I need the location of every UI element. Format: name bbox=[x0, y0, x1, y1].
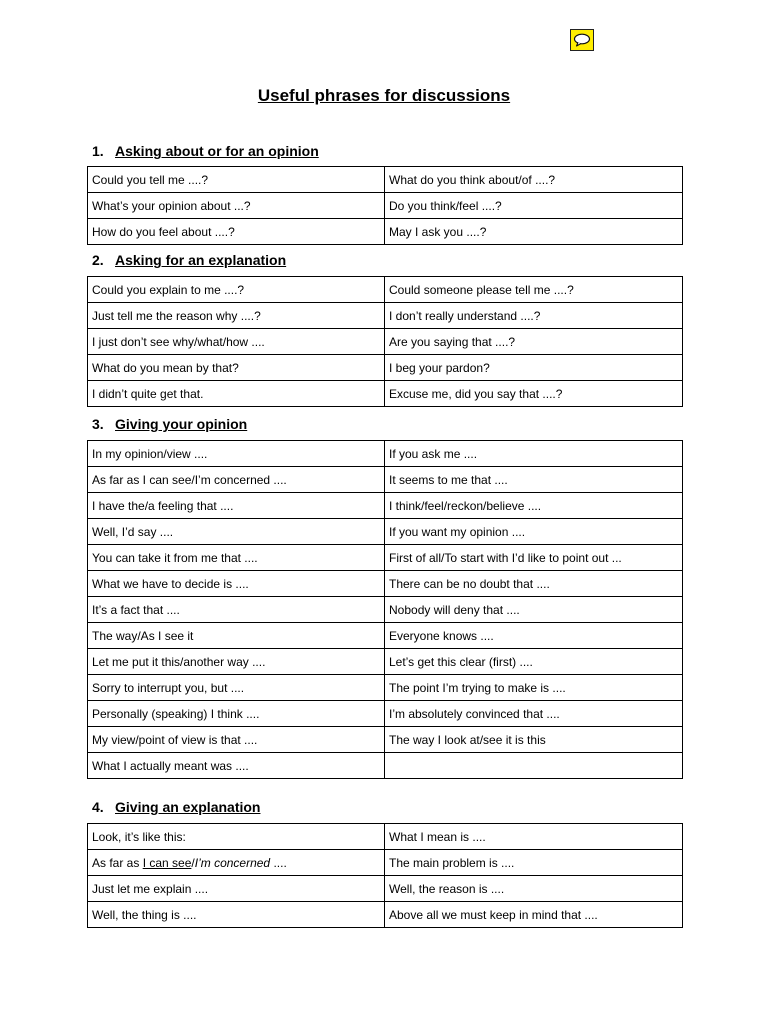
section-title: Asking for an explanation bbox=[115, 252, 287, 268]
phrase-cell: I don’t really understand ....? bbox=[385, 303, 683, 329]
table-row bbox=[88, 355, 683, 381]
phrase-cell: As far as I can see/I’m concerned .... bbox=[88, 467, 385, 493]
phrase-cell: What we have to decide is .... bbox=[88, 571, 385, 597]
phrase-cell: Do you think/feel ....? bbox=[385, 193, 683, 219]
phrase-cell: How do you feel about ....? bbox=[88, 219, 385, 245]
section-title: Giving an explanation bbox=[115, 799, 261, 815]
table-row bbox=[88, 571, 683, 597]
phrase-cell: Could someone please tell me ....? bbox=[385, 277, 683, 303]
page-title: Useful phrases for discussions bbox=[257, 86, 511, 105]
phrase-cell: Above all we must keep in mind that .... bbox=[385, 902, 683, 928]
phrase-cell: Well, the reason is .... bbox=[385, 876, 683, 902]
phrase-cell: What I actually meant was .... bbox=[88, 753, 385, 779]
phrase-cell: I think/feel/reckon/believe .... bbox=[385, 493, 683, 519]
phrase-cell: Nobody will deny that .... bbox=[385, 597, 683, 623]
table-row bbox=[88, 623, 683, 649]
section-heading-giving-opinion bbox=[92, 416, 247, 432]
phrase-cell bbox=[88, 850, 385, 876]
table-row bbox=[88, 467, 683, 493]
phrase-cell: The way I look at/see it is this bbox=[385, 727, 683, 753]
phrase-cell: Let’s get this clear (first) .... bbox=[385, 649, 683, 675]
phrase-segment: / bbox=[191, 855, 195, 870]
table-row bbox=[88, 753, 683, 779]
section-title: Giving your opinion bbox=[115, 416, 248, 432]
section-heading-asking-opinion bbox=[92, 143, 319, 159]
phrase-cell: I just don’t see why/what/how .... bbox=[88, 329, 385, 355]
comment-icon[interactable] bbox=[570, 29, 594, 51]
section-heading-asking-explanation bbox=[92, 252, 286, 268]
phrase-cell: It’s a fact that .... bbox=[88, 597, 385, 623]
table-row bbox=[88, 824, 683, 850]
phrase-cell: I have the/a feeling that .... bbox=[88, 493, 385, 519]
phrase-table-asking-opinion bbox=[87, 166, 683, 245]
phrase-segment: I’m concerned bbox=[194, 855, 271, 870]
phrase-cell: I’m absolutely convinced that .... bbox=[385, 701, 683, 727]
phrase-table-giving-explanation bbox=[87, 823, 683, 928]
phrase-cell bbox=[385, 753, 683, 779]
phrase-cell: My view/point of view is that .... bbox=[88, 727, 385, 753]
phrase-segment: I can see bbox=[142, 855, 192, 870]
table-row bbox=[88, 167, 683, 193]
table-row bbox=[88, 902, 683, 928]
phrase-cell: Just let me explain .... bbox=[88, 876, 385, 902]
table-row bbox=[88, 277, 683, 303]
section-title: Asking about or for an opinion bbox=[115, 143, 319, 159]
phrase-cell: In my opinion/view .... bbox=[88, 441, 385, 467]
phrase-cell: It seems to me that .... bbox=[385, 467, 683, 493]
phrase-cell: What I mean is .... bbox=[385, 824, 683, 850]
phrase-cell: Just tell me the reason why ....? bbox=[88, 303, 385, 329]
phrase-cell: Sorry to interrupt you, but .... bbox=[88, 675, 385, 701]
table-row bbox=[88, 493, 683, 519]
table-row bbox=[88, 850, 683, 876]
table-row bbox=[88, 701, 683, 727]
phrase-cell: I didn’t quite get that. bbox=[88, 381, 385, 407]
phrase-table-asking-explanation bbox=[87, 276, 683, 407]
table-row bbox=[88, 675, 683, 701]
phrase-cell: If you want my opinion .... bbox=[385, 519, 683, 545]
phrase-cell: First of all/To start with I’d like to point out ... bbox=[385, 545, 683, 571]
phrase-cell: What’s your opinion about ...? bbox=[88, 193, 385, 219]
table-row bbox=[88, 519, 683, 545]
phrase-cell: The way/As I see it bbox=[88, 623, 385, 649]
table-row bbox=[88, 876, 683, 902]
table-row bbox=[88, 441, 683, 467]
phrase-table-giving-opinion bbox=[87, 440, 683, 779]
section-number: 4. bbox=[92, 799, 104, 815]
phrase-cell: I beg your pardon? bbox=[385, 355, 683, 381]
section-number: 2. bbox=[92, 252, 104, 268]
table-row bbox=[88, 649, 683, 675]
table-row bbox=[88, 303, 683, 329]
phrase-cell: There can be no doubt that .... bbox=[385, 571, 683, 597]
phrase-cell: Everyone knows .... bbox=[385, 623, 683, 649]
phrase-cell: If you ask me .... bbox=[385, 441, 683, 467]
phrase-cell: May I ask you ....? bbox=[385, 219, 683, 245]
phrase-cell: The point I’m trying to make is .... bbox=[385, 675, 683, 701]
table-row bbox=[88, 545, 683, 571]
table-row bbox=[88, 329, 683, 355]
phrase-cell: What do you mean by that? bbox=[88, 355, 385, 381]
phrase-segment: As far as bbox=[92, 855, 143, 870]
section-number: 1. bbox=[92, 143, 104, 159]
phrase-cell: What do you think about/of ....? bbox=[385, 167, 683, 193]
phrase-cell: You can take it from me that .... bbox=[88, 545, 385, 571]
phrase-segment: .... bbox=[270, 855, 287, 870]
table-row bbox=[88, 727, 683, 753]
phrase-cell: Look, it’s like this: bbox=[88, 824, 385, 850]
table-row bbox=[88, 219, 683, 245]
phrase-cell: Could you tell me ....? bbox=[88, 167, 385, 193]
phrase-cell: The main problem is .... bbox=[385, 850, 683, 876]
phrase-cell: Personally (speaking) I think .... bbox=[88, 701, 385, 727]
table-row bbox=[88, 381, 683, 407]
phrase-cell: Are you saying that ....? bbox=[385, 329, 683, 355]
phrase-cell: Well, I’d say .... bbox=[88, 519, 385, 545]
phrase-cell: Excuse me, did you say that ....? bbox=[385, 381, 683, 407]
phrase-cell: Let me put it this/another way .... bbox=[88, 649, 385, 675]
phrase-cell: Well, the thing is .... bbox=[88, 902, 385, 928]
table-row bbox=[88, 193, 683, 219]
table-row bbox=[88, 597, 683, 623]
section-number: 3. bbox=[92, 416, 104, 432]
phrase-cell: Could you explain to me ....? bbox=[88, 277, 385, 303]
section-heading-giving-explanation bbox=[92, 799, 260, 815]
